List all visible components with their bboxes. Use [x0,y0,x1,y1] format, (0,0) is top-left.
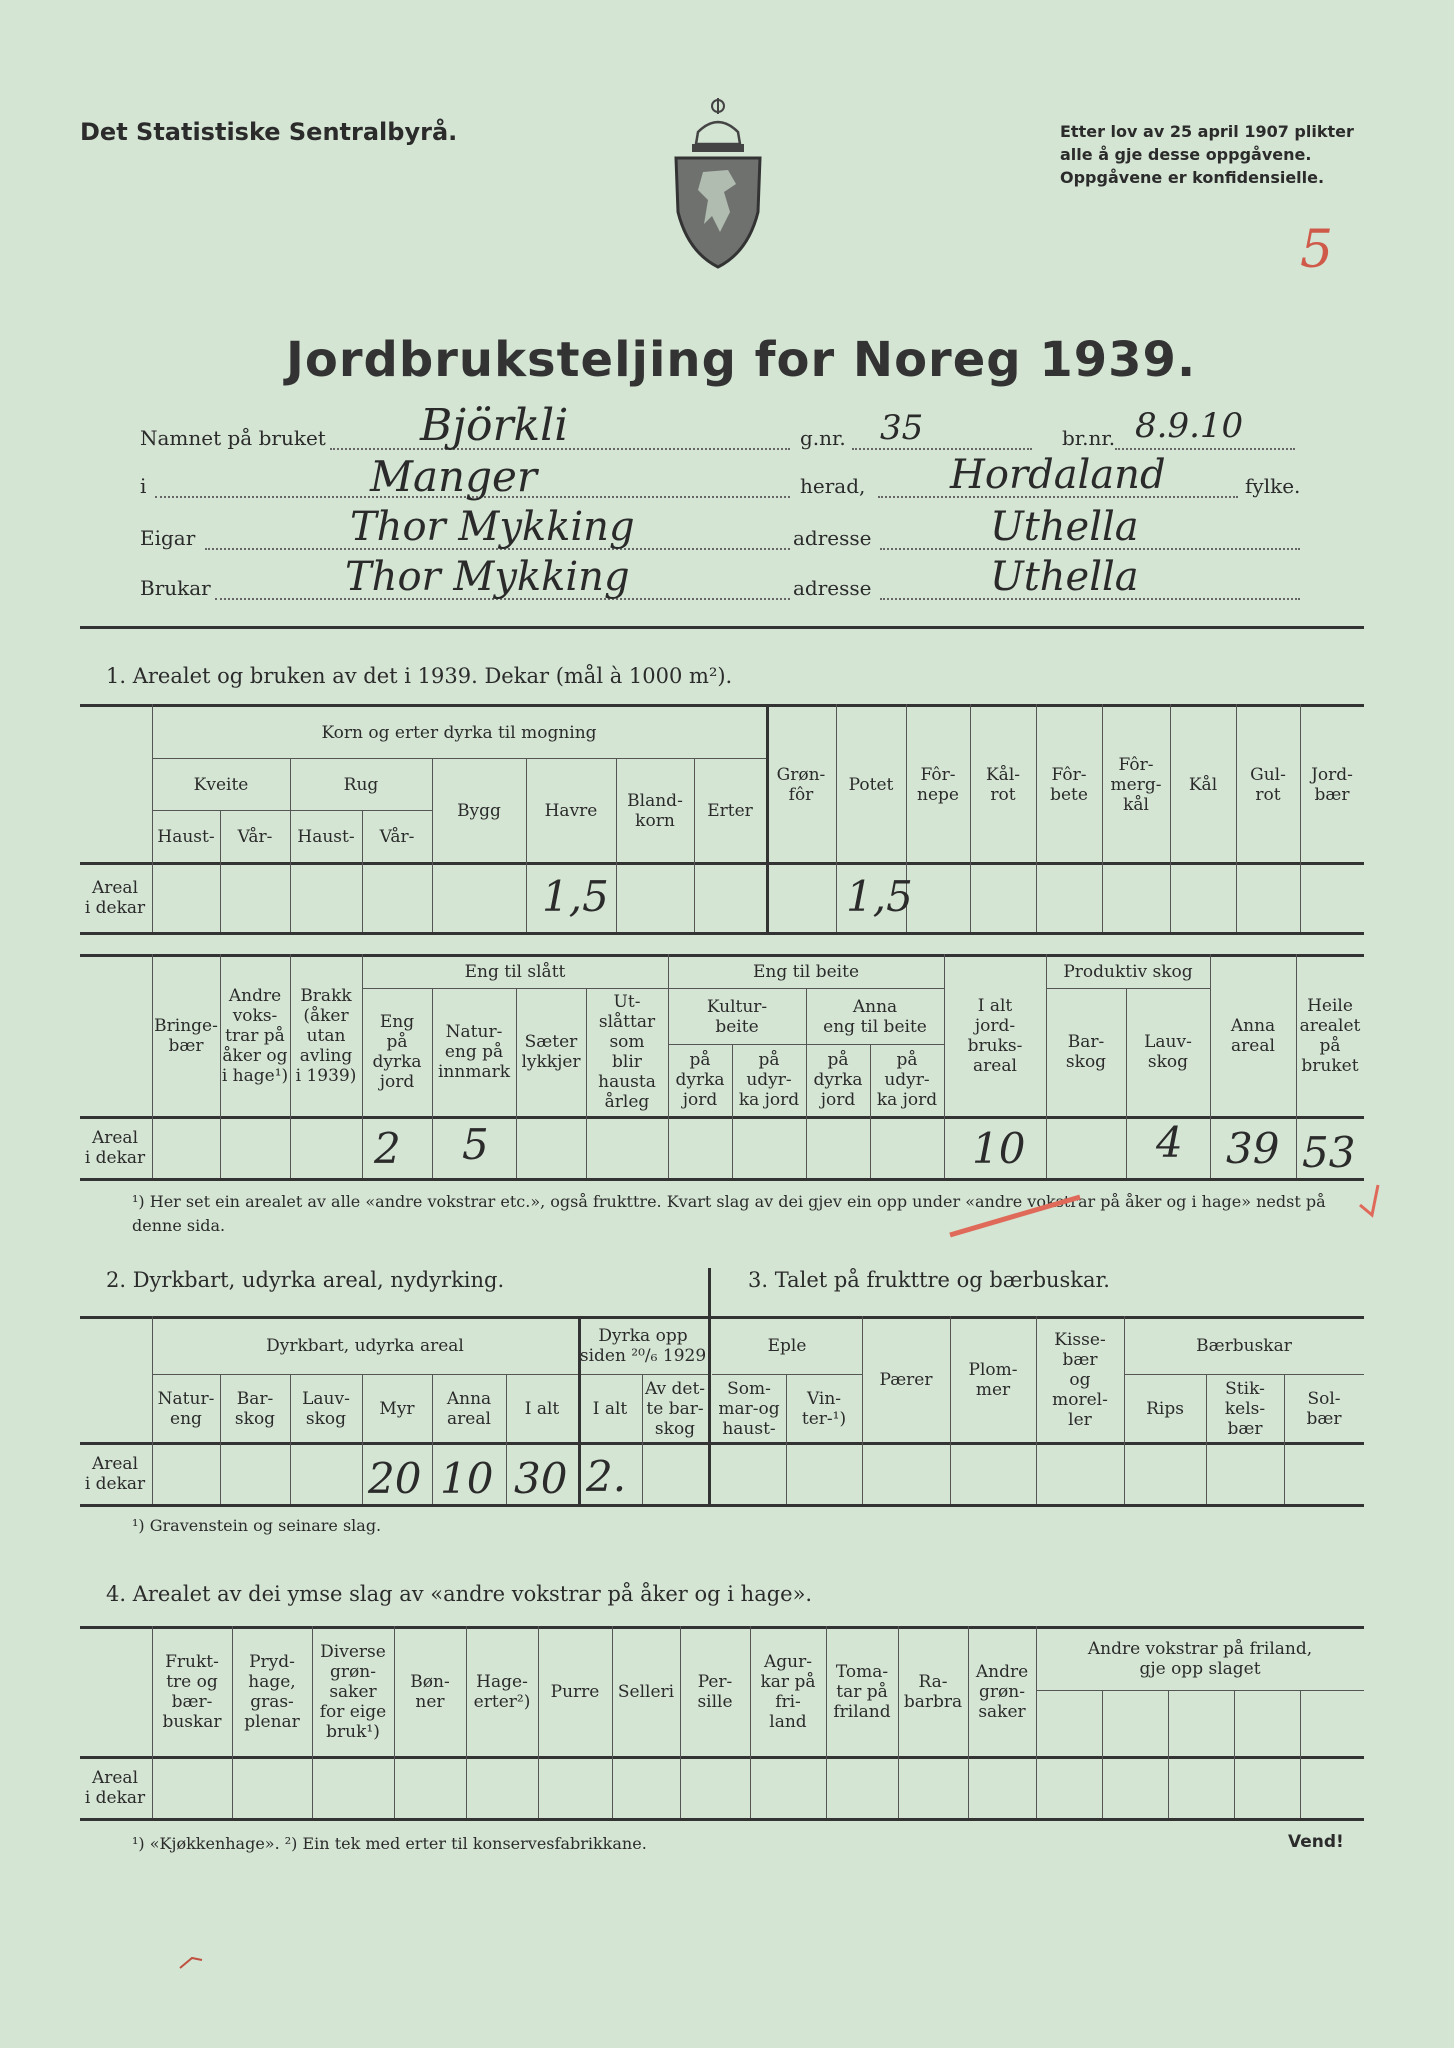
header-barskog: Bar- skog [1065,1032,1107,1072]
header-myr: Myr [379,1399,415,1419]
header-prod-skog: Produktiv skog [1063,962,1193,982]
header-prydhage: Pryd- hage, gras- plenar [244,1652,300,1732]
header-kveite: Kveite [193,775,249,795]
owner-address-label: adresse [793,526,872,550]
header-rips: Rips [1146,1399,1184,1419]
section4-heading: 4. Arealet av dei ymse slag av «andre vokstrar på åker og i hage». [106,1582,813,1606]
header-jordbaer: Jord- bær [1311,765,1353,805]
header-dyrka-i-alt: I alt [592,1399,628,1419]
header-lauvskog: Lauv- skog [1144,1032,1192,1072]
header-eng-slatt: Eng til slått [464,962,566,982]
header-eple: Eple [767,1336,807,1356]
value-i-alt: 30 [514,1454,568,1503]
value-naturenq: 5 [462,1120,489,1169]
value-eng-dyrka: 2 [374,1124,401,1173]
value-myr: 20 [368,1454,422,1503]
header-anna-eng: Anna eng til beite [823,997,927,1037]
header-hageerter: Hage- erter²) [473,1672,531,1712]
header-persille: Per- sille [697,1672,733,1712]
header-dyrka-opp: Dyrka opp siden ²⁰/₆ 1929 [579,1326,707,1366]
header-anna-dyrka: på dyrka jord [813,1050,863,1110]
header-lauvskog: Lauv- skog [302,1389,350,1429]
user-value: Thor Mykking [345,554,630,600]
row-label-areal: Areal i dekar [84,1128,146,1168]
header-saeter: Sæter lykkjer [521,1032,581,1072]
header-bringebaer: Bringe- bær [154,1016,218,1056]
gnr-value: 35 [880,408,924,448]
header-bonner: Bøn- ner [410,1672,450,1712]
header-kal: Kål [1188,775,1218,795]
owner-value: Thor Mykking [350,504,635,550]
section-divider [80,626,1364,629]
header-blandkorn: Bland- korn [627,791,683,831]
value-anna-areal: 10 [440,1454,494,1503]
herad-label: herad, [800,474,866,498]
user-label: Brukar [140,576,211,600]
farm-name-value: Björkli [420,400,569,451]
section3-heading: 3. Talet på frukttre og bærbuskar. [748,1268,1110,1292]
footnote-1: ¹) Her set ein arealet av alle «andre vokstrar etc.», også frukttre. Kvart slag av dei gjev ein opp under «andre vokstrar på åker og i hage» nedst på denne sida. [132,1192,1326,1235]
header-andre-vokstrar: Andre voks- trar på åker og i hage¹) [221,986,289,1086]
header-plommer: Plom- mer [968,1360,1018,1400]
header-kveite-var: Vår- [237,827,273,847]
notice-line: Etter lov av 25 april 1907 plikter [1060,122,1354,141]
row-label-areal: Areal i dekar [84,1768,146,1808]
header-baerbuskar: Bærbuskar [1196,1336,1292,1356]
value-i-alt: 10 [972,1124,1026,1173]
turn-page-label: Vend! [1288,1832,1344,1852]
header-erter: Erter [707,801,753,821]
row-label-areal: Areal i dekar [84,1454,146,1494]
header-potet: Potet [848,775,894,795]
header-rug-var: Vår- [379,827,415,847]
header-i-alt: I alt [524,1399,560,1419]
page-number: 5 [1300,220,1334,280]
header-havre: Havre [544,801,598,821]
section1-heading: 1. Arealet og bruken av det i 1939. Dekar (mål à 1000 m²). [106,664,733,688]
header-anna-areal: Anna areal [446,1389,492,1429]
header-tomatar: Toma- tar på friland [833,1662,891,1722]
header-paerer: Pærer [879,1370,933,1390]
value-anna-areal: 39 [1226,1124,1280,1173]
coat-of-arms-emblem [668,92,768,272]
header-forbete: Fôr- bete [1050,765,1088,805]
header-stikkelsbaer: Stik- kels- bær [1224,1379,1266,1439]
header-frukttre: Frukt- tre og bær- buskar [162,1652,222,1732]
header-eng-beite: Eng til beite [752,962,860,982]
value-lauvskog: 4 [1156,1118,1183,1167]
header-agurkar: Agur- kar på fri- land [760,1652,816,1732]
brnr-label: br.nr. [1062,426,1116,450]
header-bygg: Bygg [457,801,501,821]
header-selleri: Selleri [617,1682,675,1702]
header-utslattar: Ut- slåttar som blir hausta årleg [598,992,656,1112]
header-andre-gronsaker: Andre grøn- saker [975,1662,1029,1722]
header-dyrkbart-group: Dyrkbart, udyrka areal [266,1336,464,1356]
header-kultur-dyrka: på dyrka jord [675,1050,725,1110]
header-andre-friland: Andre vokstrar på friland, gje opp slaget [1087,1639,1313,1679]
header-naturenq: Natur- eng på innmark [437,1022,511,1082]
bureau-name: Det Statistiske Sentralbyrå. [80,118,458,146]
header-fornepe: Fôr- nepe [917,765,959,805]
header-anna-areal: Anna areal [1230,1016,1276,1056]
municipality-label: i [140,474,147,498]
header-formergkal: Fôr- merg- kål [1110,755,1162,815]
header-solbaer: Sol- bær [1306,1389,1342,1429]
red-pencil-mark [940,1175,1380,1245]
notice-line: Oppgåvene er konfidensielle. [1060,168,1325,187]
section-split-line [708,1268,711,1504]
footnote-4: ¹) «Kjøkkenhage». ²) Ein tek med erter til konservesfabrikkane. [132,1834,647,1853]
row-label-areal: Areal i dekar [84,878,146,918]
header-rug: Rug [343,775,379,795]
header-gronfor: Grøn- fôr [776,765,826,805]
header-purre: Purre [550,1682,600,1702]
header-brakk: Brakk (åker utan avling i 1939) [295,986,357,1086]
section2-heading: 2. Dyrkbart, udyrka areal, nydyrking. [106,1268,505,1292]
header-av-dette: Av det- te bar- skog [644,1379,706,1439]
footnote-2: ¹) Gravenstein og seinare slag. [132,1516,382,1535]
user-address-label: adresse [793,576,872,600]
header-heile-arealet: Heile arealet på bruket [1299,996,1361,1076]
gnr-label: g.nr. [800,426,846,450]
brnr-line [1115,448,1295,450]
header-vinter: Vin- ter-¹) [801,1389,847,1429]
value-heile-arealet: 53 [1302,1128,1356,1177]
owner-address-value: Uthella [990,504,1139,550]
header-kulturbeite: Kultur- beite [706,997,768,1037]
value-dyrka-opp: 2. [586,1452,627,1501]
header-gulrot: Gul- rot [1250,765,1286,805]
owner-label: Eigar [140,526,196,550]
header-eng-dyrka: Eng på dyrka jord [372,1012,422,1092]
header-i-alt: I alt jord- bruks- areal [967,996,1023,1076]
legal-notice [1060,120,1354,189]
header-sommar: Som- mar-og haust- [718,1379,780,1439]
fylke-label: fylke. [1245,474,1301,498]
red-pencil-tick [178,1952,208,1972]
notice-line: alle å gje desse oppgåvene. [1060,145,1312,164]
header-korn-group: Korn og erter dyrka til mogning [321,723,597,743]
county-value: Hordaland [950,452,1166,498]
header-barskog: Bar- skog [234,1389,276,1429]
municipality-value: Manger [370,452,537,501]
user-address-value: Uthella [990,554,1139,600]
header-diverse: Diverse grøn- saker for eige bruk¹) [319,1642,387,1742]
header-rug-haust: Haust- [297,827,355,847]
header-anna-udyrka: på udyr- ka jord [876,1050,938,1110]
brnr-value: 8.9.10 [1135,406,1244,446]
header-kalrot: Kål- rot [985,765,1021,805]
farm-name-label: Namnet på bruket [140,426,326,450]
header-naturenq: Natur- eng [157,1389,215,1429]
form-title: Jordbruksteljing for Noreg 1939. [286,332,1197,388]
header-kissebaer: Kisse- bær og morel- ler [1052,1330,1108,1430]
value-potet: 1,5 [846,872,913,921]
header-kveite-haust: Haust- [157,827,215,847]
value-havre: 1,5 [542,872,609,921]
header-rabarbra: Ra- barbra [903,1672,963,1712]
header-kultur-udyrka: på udyr- ka jord [738,1050,800,1110]
gnr-line [852,448,1032,450]
